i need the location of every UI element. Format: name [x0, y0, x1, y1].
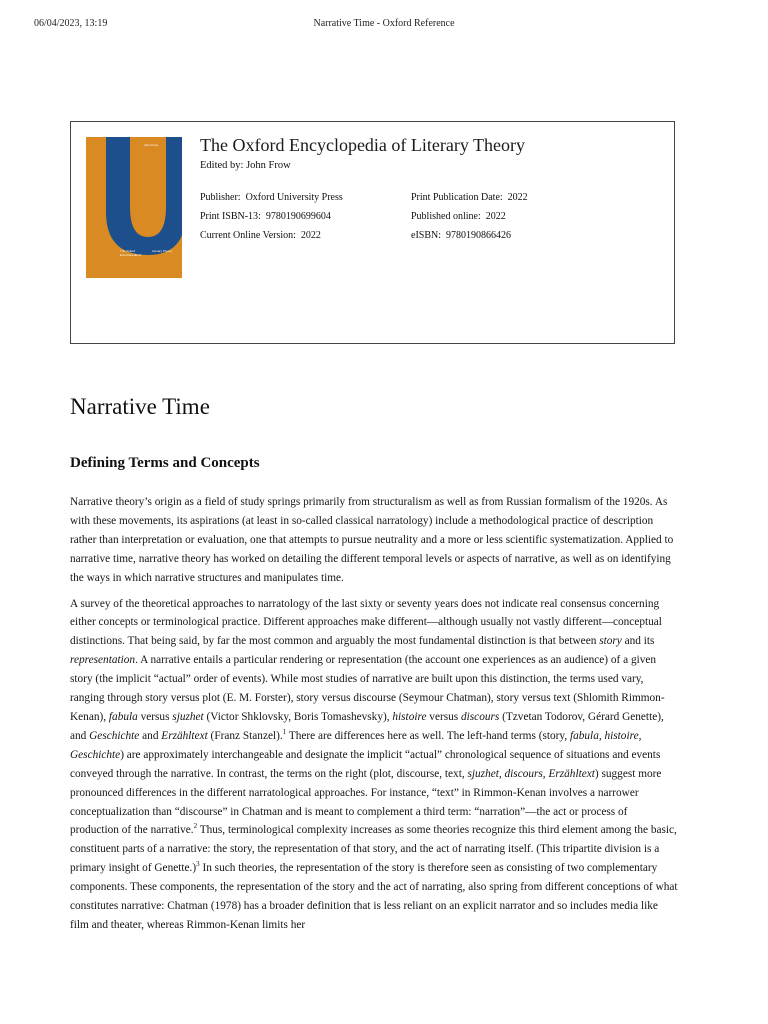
text-run: . A narrative entails a particular rendering or representation (the account one experiences as an audience) of a given story (the implicit “actual” order of events). While most studies of narrative are built upon this distinction, the terms used vary, ranging through story versus plot (E. M. Forster), story versus discourse (Seymour Chatman), story versus text (Shlomith Rimmon-Kenan), — [70, 654, 665, 723]
online-version-row — [200, 226, 343, 245]
meta-label: Published online: — [411, 211, 481, 222]
cover-series-text: The Oxford Encyclopedia of — [120, 249, 142, 257]
italic-term: histoire — [392, 710, 427, 723]
published-online-row — [411, 207, 528, 226]
book-title[interactable]: The Oxford Encyclopedia of Literary Theory — [200, 135, 526, 155]
section-heading: Defining Terms and Concepts — [70, 455, 260, 471]
meta-label: Print ISBN-13: — [200, 211, 261, 222]
meta-label: Current Online Version: — [200, 230, 296, 241]
italic-term: representation — [70, 654, 136, 667]
eisbn-row — [411, 226, 528, 245]
cover-title-text: Literary Theory — [152, 249, 173, 253]
footnote-ref-1[interactable]: 1 — [282, 728, 287, 737]
text-run: versus — [137, 710, 173, 723]
cover-u-shape — [106, 137, 182, 255]
print-page-title: Narrative Time - Oxford Reference — [313, 18, 455, 29]
print-datetime: 06/04/2023, 13:19 — [34, 18, 108, 29]
text-run: In such theories, the representation of the story is therefore seen as consisting of two complementary components. These components, the representation of the story and the act of narrating, also spring from different conceptions of what constitutes narrative: Chatman (1978) has a broader definition that is less reliant on an explicit narrator and so includes media like film and theater, whereas Rimmon-Kenan limits her — [70, 862, 678, 931]
book-cover-image[interactable] — [86, 137, 182, 278]
print-date-row — [411, 188, 528, 207]
italic-term: story — [599, 635, 622, 648]
meta-value: 9780190866426 — [446, 230, 511, 241]
italic-term: Erzähltext — [161, 729, 208, 742]
italic-term: fabula — [108, 710, 138, 723]
article-title: Narrative Time — [70, 394, 210, 419]
meta-value: 2022 — [485, 211, 506, 222]
text-run: and its — [621, 635, 655, 648]
meta-value: Oxford University Press — [245, 192, 343, 203]
footnote-ref-3[interactable]: 3 — [196, 860, 200, 869]
book-meta-right — [411, 188, 528, 245]
paragraph-2 — [70, 595, 678, 935]
book-meta-left — [200, 188, 343, 245]
meta-value: 2022 — [507, 192, 528, 203]
italic-term: fabula, histoire, Geschichte — [70, 729, 642, 761]
meta-value: 2022 — [300, 230, 321, 241]
text-run: (Tzvetan Todorov, Gérard Genette), and — [70, 710, 664, 742]
text-run: ) suggest more pronounced differences in the different narratological approaches. For instance, “text” in Rimmon-Kenan involves a narrower conceptualization than “discourse” in Chatman and is meant to complement a third term: “narration”—the act or process of production of the narrative. — [70, 767, 662, 837]
publisher-row — [200, 188, 343, 207]
text-run: versus — [426, 710, 461, 723]
book-info-card — [70, 121, 675, 344]
meta-label: Publisher: — [200, 192, 241, 203]
text-run: Thus, terminological complexity increases as some theories recognize this third element among the basic, constituent parts of a narrative: the story, the representation of that story, and the act of narrating itself. (This tripartite division is a primary insight of Genette.) — [70, 824, 677, 875]
print-header — [0, 18, 768, 32]
text-run: (Victor Shklovsky, Boris Tomashevsky), — [203, 710, 393, 723]
italic-term: discours — [461, 710, 500, 723]
text-run: There are differences here as well. The left-hand terms (story, — [286, 729, 570, 742]
article-body — [70, 493, 678, 942]
book-editor: Edited by: John Frow — [200, 160, 291, 171]
cover-author-text: John Frow — [144, 143, 159, 147]
paragraph-1: Narrative theory’s origin as a field of study springs primarily from structuralism as well as from Russian formalism of the 1920s. As with these movements, its aspirations (at least in so-called classical narratology) include a methodological practice of description rather than interpretation or evaluation, one that attempts to pursue neutrality and a more or less scientific systematization. Applied to narrative time, narrative theory has worked on detailing the different temporal levels or aspects of narrative, as well as on identifying the ways in which narrative structures and manipulates time. — [70, 496, 674, 584]
italic-term: sjuzhet, discours, Erzähltext — [467, 767, 595, 780]
footnote-ref-2[interactable]: 2 — [193, 822, 198, 831]
meta-value: 9780190699604 — [265, 211, 331, 222]
text-run: and — [139, 729, 162, 742]
italic-term: sjuzhet — [172, 710, 204, 723]
meta-label: Print Publication Date: — [411, 192, 503, 203]
print-isbn-row — [200, 207, 343, 226]
meta-label: eISBN: — [411, 230, 441, 241]
text-run: A survey of the theoretical approaches to narratology of the last sixty or seventy years does not indicate real consensus concerning either concepts or terminological practice. Different approaches make different—although usually not vastly different—conceptual distinctions. That being said, by far the most common and arguably the most fundamental distinction is that between — [70, 597, 662, 648]
text-run: (Franz Stanzel). — [207, 729, 283, 742]
italic-term: Geschichte — [89, 729, 140, 742]
text-run: ) are approximately interchangeable and designate the implicit “actual” chronological sequence of situations and events conveyed through the narrative. In contrast, the terms on the right (plot, discourse, text, — [70, 748, 661, 780]
